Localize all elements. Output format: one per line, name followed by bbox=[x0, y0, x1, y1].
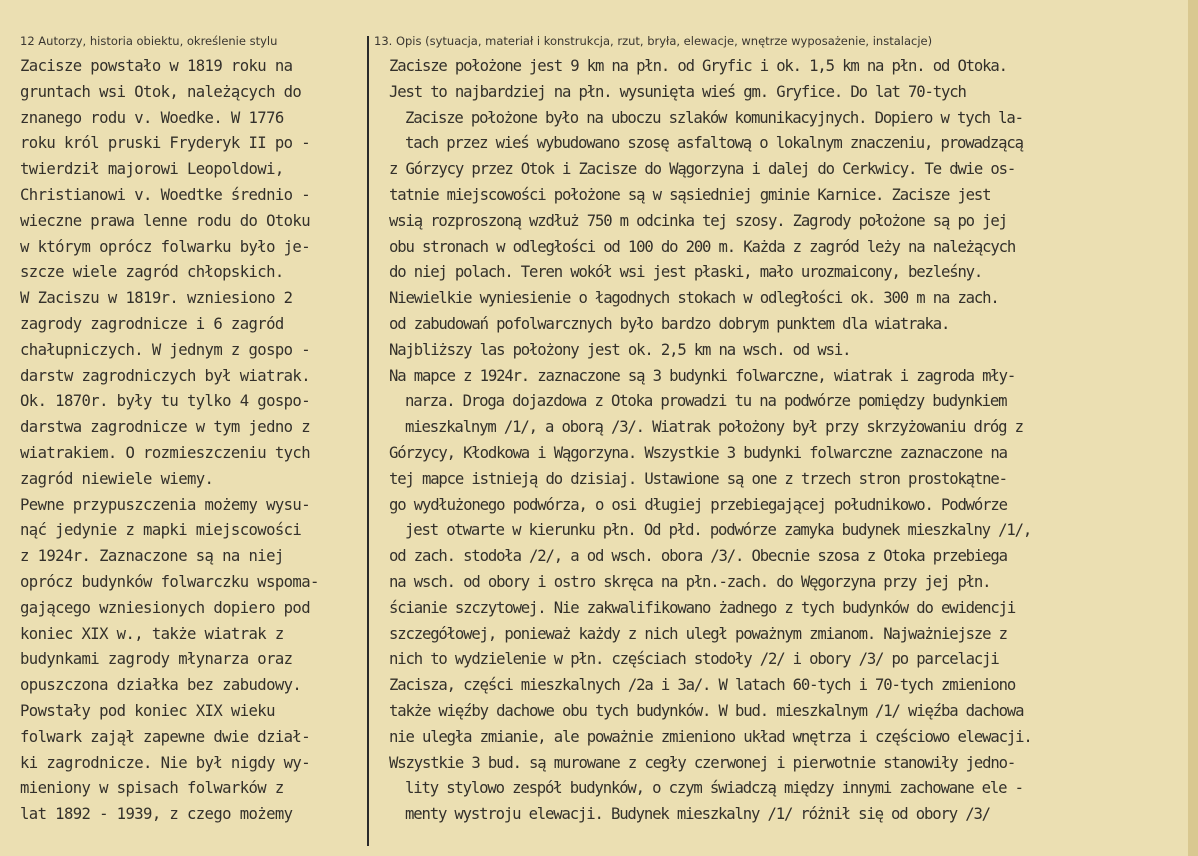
text-line: obu stronach w odległości od 100 do 200 m. Każda z zagród leży na należących bbox=[389, 237, 1016, 256]
text-line: znanego rodu v. Woedke. W 1776 bbox=[20, 108, 284, 127]
text-line: Jest to najbardziej na płn. wysunięta wieś gm. Gryfice. Do lat 70-tych bbox=[389, 82, 966, 101]
text-line: wieczne prawa lenne rodu do Otoku bbox=[20, 211, 311, 230]
text-line: Zacisza, części mieszkalnych /2a i 3a/. W latach 60-tych i 70-tych zmieniono bbox=[389, 676, 1016, 695]
text-line: Christianowi v. Woedtke średnio - bbox=[20, 185, 311, 204]
text-line: Wszystkie 3 bud. są murowane z cegły czerwonej i pierwotnie stanowiły jedno- bbox=[389, 753, 1016, 772]
text-line: gającego wzniesionych dopiero pod bbox=[20, 598, 311, 617]
text-line: Powstały pod koniec XIX wieku bbox=[20, 701, 275, 720]
text-line: mieszkalnym /1/, a oborą /3/. Wiatrak położony był przy skrzyżowaniu dróg z bbox=[405, 418, 1023, 437]
section-13-header: 13. Opis (sytuacja, materiał i konstrukcja, rzut, bryła, elewacje, wnętrze wyposażenie, instalacje) bbox=[374, 34, 933, 48]
text-line: koniec XIX w., także wiatrak z bbox=[20, 624, 284, 643]
text-line: Pewne przypuszczenia możemy wysu- bbox=[20, 495, 311, 514]
text-line: lat 1892 - 1939, z czego możemy bbox=[20, 805, 293, 824]
text-line: wsią rozproszoną wzdłuż 750 m odcinka tej szosy. Zagrody położone są po jej bbox=[389, 211, 1007, 230]
text-line: od zach. stodoła /2/, a od wsch. obora /3/. Obecnie szosa z Otoka przebiega bbox=[389, 547, 1007, 566]
text-line: W Zaciszu w 1819r. wzniesiono 2 bbox=[20, 289, 293, 308]
text-line: tatnie miejscowości położone są w sąsiedniej gminie Karnice. Zacisze jest bbox=[389, 185, 991, 204]
text-line: szcze wiele zagród chłopskich. bbox=[20, 263, 284, 282]
text-line: na wsch. od obory i ostro skręca na płn.-zach. do Węgorzyna przy jej płn. bbox=[389, 572, 991, 591]
text-line: folwark zajął zapewne dwie dział- bbox=[20, 727, 311, 746]
text-line: także więźby dachowe obu tych budynków. W bud. mieszkalnym /1/ więźba dachowa bbox=[389, 701, 1024, 720]
text-line: od zabudowań pofolwarcznych było bardzo dobrym punktem dla wiatraka. bbox=[389, 314, 950, 333]
text-line: narza. Droga dojazdowa z Otoka prowadzi tu na podwórze pomiędzy budynkiem bbox=[405, 392, 1007, 411]
text-line: Zacisze powstało w 1819 roku na bbox=[20, 57, 293, 75]
text-line: menty wystroju elewacji. Budynek mieszkalny /1/ różnił się od obory /3/ bbox=[405, 805, 990, 824]
text-line: budynkami zagrody młynarza oraz bbox=[20, 650, 293, 669]
text-line: z Górzycy przez Otok i Zacisze do Wągorzyna i dalej do Cerkwicy. Te dwie os- bbox=[389, 160, 1016, 179]
text-line: Górzycy, Kłodkowa i Wągorzyna. Wszystkie 3 budynki folwarczne zaznaczone na bbox=[389, 443, 1007, 462]
text-line: jest otwarte w kierunku płn. Od płd. podwórze zamyka budynek mieszkalny /1/, bbox=[405, 521, 1032, 540]
column-divider bbox=[367, 36, 369, 846]
text-line: Ok. 1870r. były tu tylko 4 gospo- bbox=[20, 392, 311, 411]
text-line: gruntach wsi Otok, należących do bbox=[20, 82, 302, 101]
text-line: mieniony w spisach folwarków z bbox=[20, 779, 284, 798]
text-line: nich to wydzielenie w płn. częściach stodoły /2/ i obory /3/ po parcelacji bbox=[389, 650, 999, 669]
text-line: tach przez wieś wybudowano szosę asfaltową o lokalnym znaczeniu, prowadzącą bbox=[405, 134, 1023, 153]
text-line: zagród niewiele wiemy. bbox=[20, 469, 214, 488]
text-line: darstwa zagrodnicze w tym jedno z bbox=[20, 418, 311, 437]
card-edge bbox=[1188, 0, 1198, 856]
text-line: roku król pruski Fryderyk II po - bbox=[20, 134, 311, 153]
text-line: ki zagrodnicze. Nie był nigdy wy- bbox=[20, 753, 311, 772]
text-line: Zacisze położone jest 9 km na płn. od Gryfic i ok. 1,5 km na płn. od Otoka. bbox=[389, 57, 1007, 75]
text-line: ścianie szczytowej. Nie zakwalifikowano żadnego z tych budynków do ewidencji bbox=[389, 598, 1016, 617]
text-line: zagrody zagrodnicze i 6 zagród bbox=[20, 314, 284, 333]
text-line: nie uległa zmianie, ale poważnie zmieniono układ wnętrza i częściowo elewacji. bbox=[389, 727, 1032, 746]
section-12-header: 12 Autorzy, historia obiektu, określenie stylu bbox=[20, 34, 278, 48]
text-line: go wydłużonego podwórza, o osi długiej przebiegającej południkowo. Podwórze bbox=[389, 495, 1007, 514]
text-line: Zacisze położone było na uboczu szlaków komunikacyjnych. Dopiero w tych la- bbox=[405, 108, 1023, 127]
text-line: lity stylowo zespół budynków, o czym świadczą między innymi zachowane ele - bbox=[405, 779, 1023, 798]
text-line: z 1924r. Zaznaczone są na niej bbox=[20, 547, 284, 566]
section-13-text bbox=[389, 54, 1184, 828]
text-line: w którym oprócz folwarku było je- bbox=[20, 237, 311, 256]
text-line: darstw zagrodniczych był wiatrak. bbox=[20, 366, 311, 385]
text-line: opuszczona działka bez zabudowy. bbox=[20, 676, 302, 695]
text-line: szczegółowej, ponieważ każdy z nich uległ poważnym zmianom. Najważniejsze z bbox=[389, 624, 1007, 643]
text-line: oprócz budynków folwarczku wspoma- bbox=[20, 572, 319, 591]
text-line: Na mapce z 1924r. zaznaczone są 3 budynki folwarczne, wiatrak i zagroda mły- bbox=[389, 366, 1016, 385]
section-12-text bbox=[20, 54, 365, 828]
text-line: tej mapce istnieją do dzisiaj. Ustawione są one z trzech stron prostokątne- bbox=[389, 469, 1007, 488]
text-line: Najbliższy las położony jest ok. 2,5 km na wsch. od wsi. bbox=[389, 340, 851, 359]
text-line: wiatrakiem. O rozmieszczeniu tych bbox=[20, 443, 311, 462]
text-line: chałupniczych. W jednym z gospo - bbox=[20, 340, 311, 359]
text-line: twierdził majorowi Leopoldowi, bbox=[20, 160, 284, 179]
text-line: nąć jedynie z mapki miejscowości bbox=[20, 521, 302, 540]
text-line: Niewielkie wyniesienie o łagodnych stokach w odległości ok. 300 m na zach. bbox=[389, 289, 999, 308]
text-line: do niej polach. Teren wokół wsi jest płaski, mało urozmaicony, bezleśny. bbox=[389, 263, 983, 282]
